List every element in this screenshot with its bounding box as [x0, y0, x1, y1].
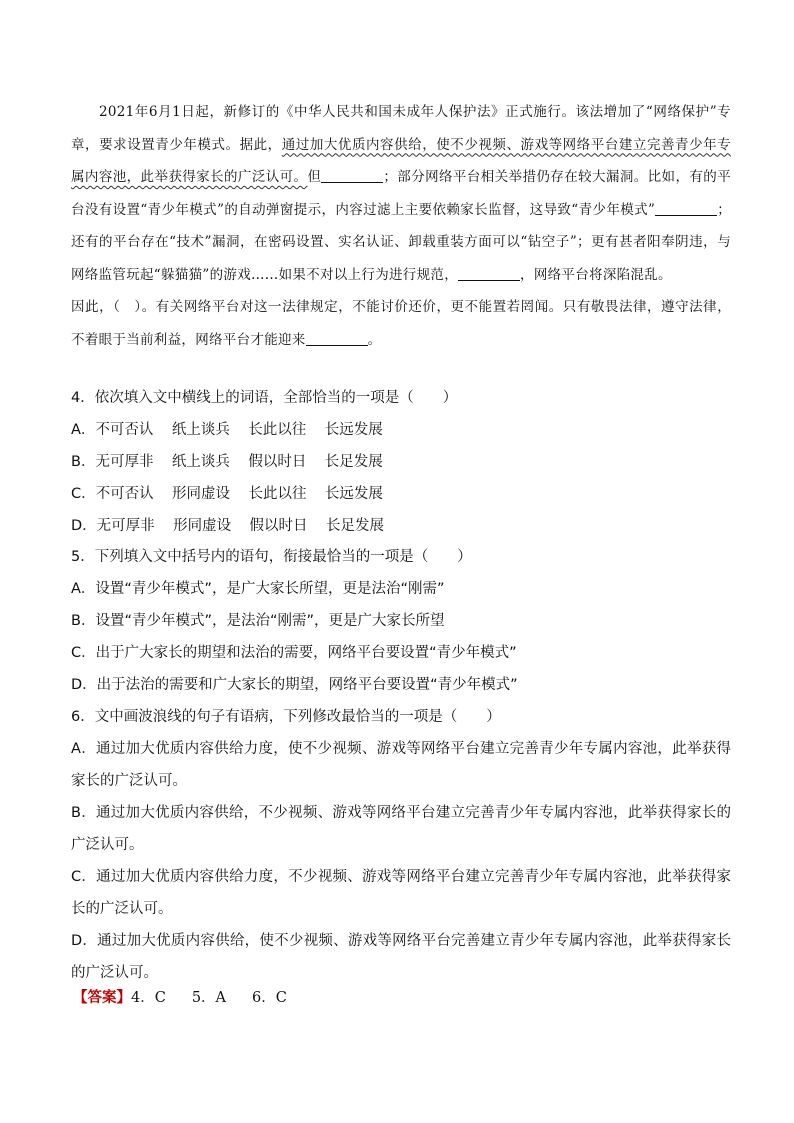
question-stem: 5．下列填入文中括号内的语句，衔接最恰当的一项是（ ） [71, 549, 472, 565]
passage-text: 。 [367, 331, 382, 348]
wavy-underlined-sentence: 通过加大优质内容供给，使不少视频、游戏等网络平台建立完善青少年专属内容池，此举获得家长的广泛认可。 [71, 136, 731, 185]
fill-blank-4 [306, 331, 368, 346]
option-a: A．设置“青少年模式”，是广大家长所望，更是法治“刚需” [71, 581, 445, 597]
passage-text: 但 [307, 169, 322, 185]
question-4 [71, 382, 731, 542]
passage-text: ；还有的平台存在“技术”漏洞，在密码设置、实名认证、卸载重装方面可以“钻空子”；更有甚者阳奉阴违，与网络监管玩起“躲猫猫”的游戏……如果不对以上行为进行规范， [71, 201, 731, 283]
passage-text: ；部分网络平台相关举措仍存在较大漏洞。比如，有的平台没有设置“青少年模式”的自动弹窗提示，内容过滤上主要依赖家长监督，这导致“青少年模式” [71, 169, 731, 218]
option-c: C．通过加大优质内容供给力度，不少视频、游戏等网络平台建立完善青少年专属内容池，此举获得家长的广泛认可。 [71, 869, 731, 917]
fill-blank-1 [321, 168, 383, 183]
option-c: C．出于广大家长的期望和法治的需要，网络平台要设置“青少年模式” [71, 645, 517, 661]
passage-text: 2021年6月1日起，新修订的《中华人民共和国未成年人保护法》正式施行。该法增加了“网络保护”专章，要求设置青少年模式。据此， [71, 104, 731, 153]
question-6 [71, 701, 731, 989]
passage-paragraph-2 [71, 291, 731, 356]
answer-tag: 【答案】 [73, 990, 131, 1006]
reading-passage [71, 96, 731, 356]
option-d: D．通过加大优质内容供给，使不少视频、游戏等网络平台完善建立青少年专属内容池，此举获得家长的广泛认可。 [71, 933, 731, 981]
question-stem: 4．依次填入文中横线上的词语，全部恰当的一项是（ ） [71, 390, 458, 406]
fill-blank-3 [458, 266, 520, 281]
question-5 [71, 541, 731, 701]
passage-paragraph-1 [71, 96, 731, 291]
option-d: D．出于法治的需要和广大家长的期望，网络平台要设置“青少年模式” [71, 677, 518, 693]
option-b: B．无可厚非 纸上谈兵 假以时日 长足发展 [71, 454, 383, 470]
option-a: A．不可否认 纸上谈兵 长此以往 长远发展 [71, 422, 383, 438]
option-b: B．设置“青少年模式”，是法治“刚需”，更是广大家长所望 [71, 613, 445, 629]
answer-item: 4．C [131, 990, 166, 1006]
option-d: D．无可厚非 形同虚设 假以时日 长足发展 [71, 518, 384, 534]
option-c: C．不可否认 形同虚设 长此以往 长远发展 [71, 486, 383, 502]
option-b: B．通过加大优质内容供给，不少视频、游戏等网络平台建立完善青少年专属内容池，此举获得家长的广泛认可。 [71, 805, 731, 853]
answer-item: 5．A [191, 990, 227, 1006]
question-stem: 6．文中画波浪线的句子有语病，下列修改最恰当的一项是（ ） [71, 709, 501, 725]
passage-text: 因此，（ ）。有关网络平台对这一法律规定，不能讨价还价，更不能置若罔闻。只有敬畏法律，遵守法律，不着眼于当前利益，网络平台才能迎来 [71, 299, 731, 348]
option-a: A．通过加大优质内容供给力度，使不少视频、游戏等网络平台建立完善青少年专属内容池，此举获得家长的广泛认可。 [71, 741, 731, 789]
passage-text: ，网络平台将深陷混乱。 [520, 266, 672, 283]
fill-blank-2 [655, 201, 717, 216]
answer-line [73, 986, 287, 1007]
answer-item: 6．C [252, 990, 287, 1006]
